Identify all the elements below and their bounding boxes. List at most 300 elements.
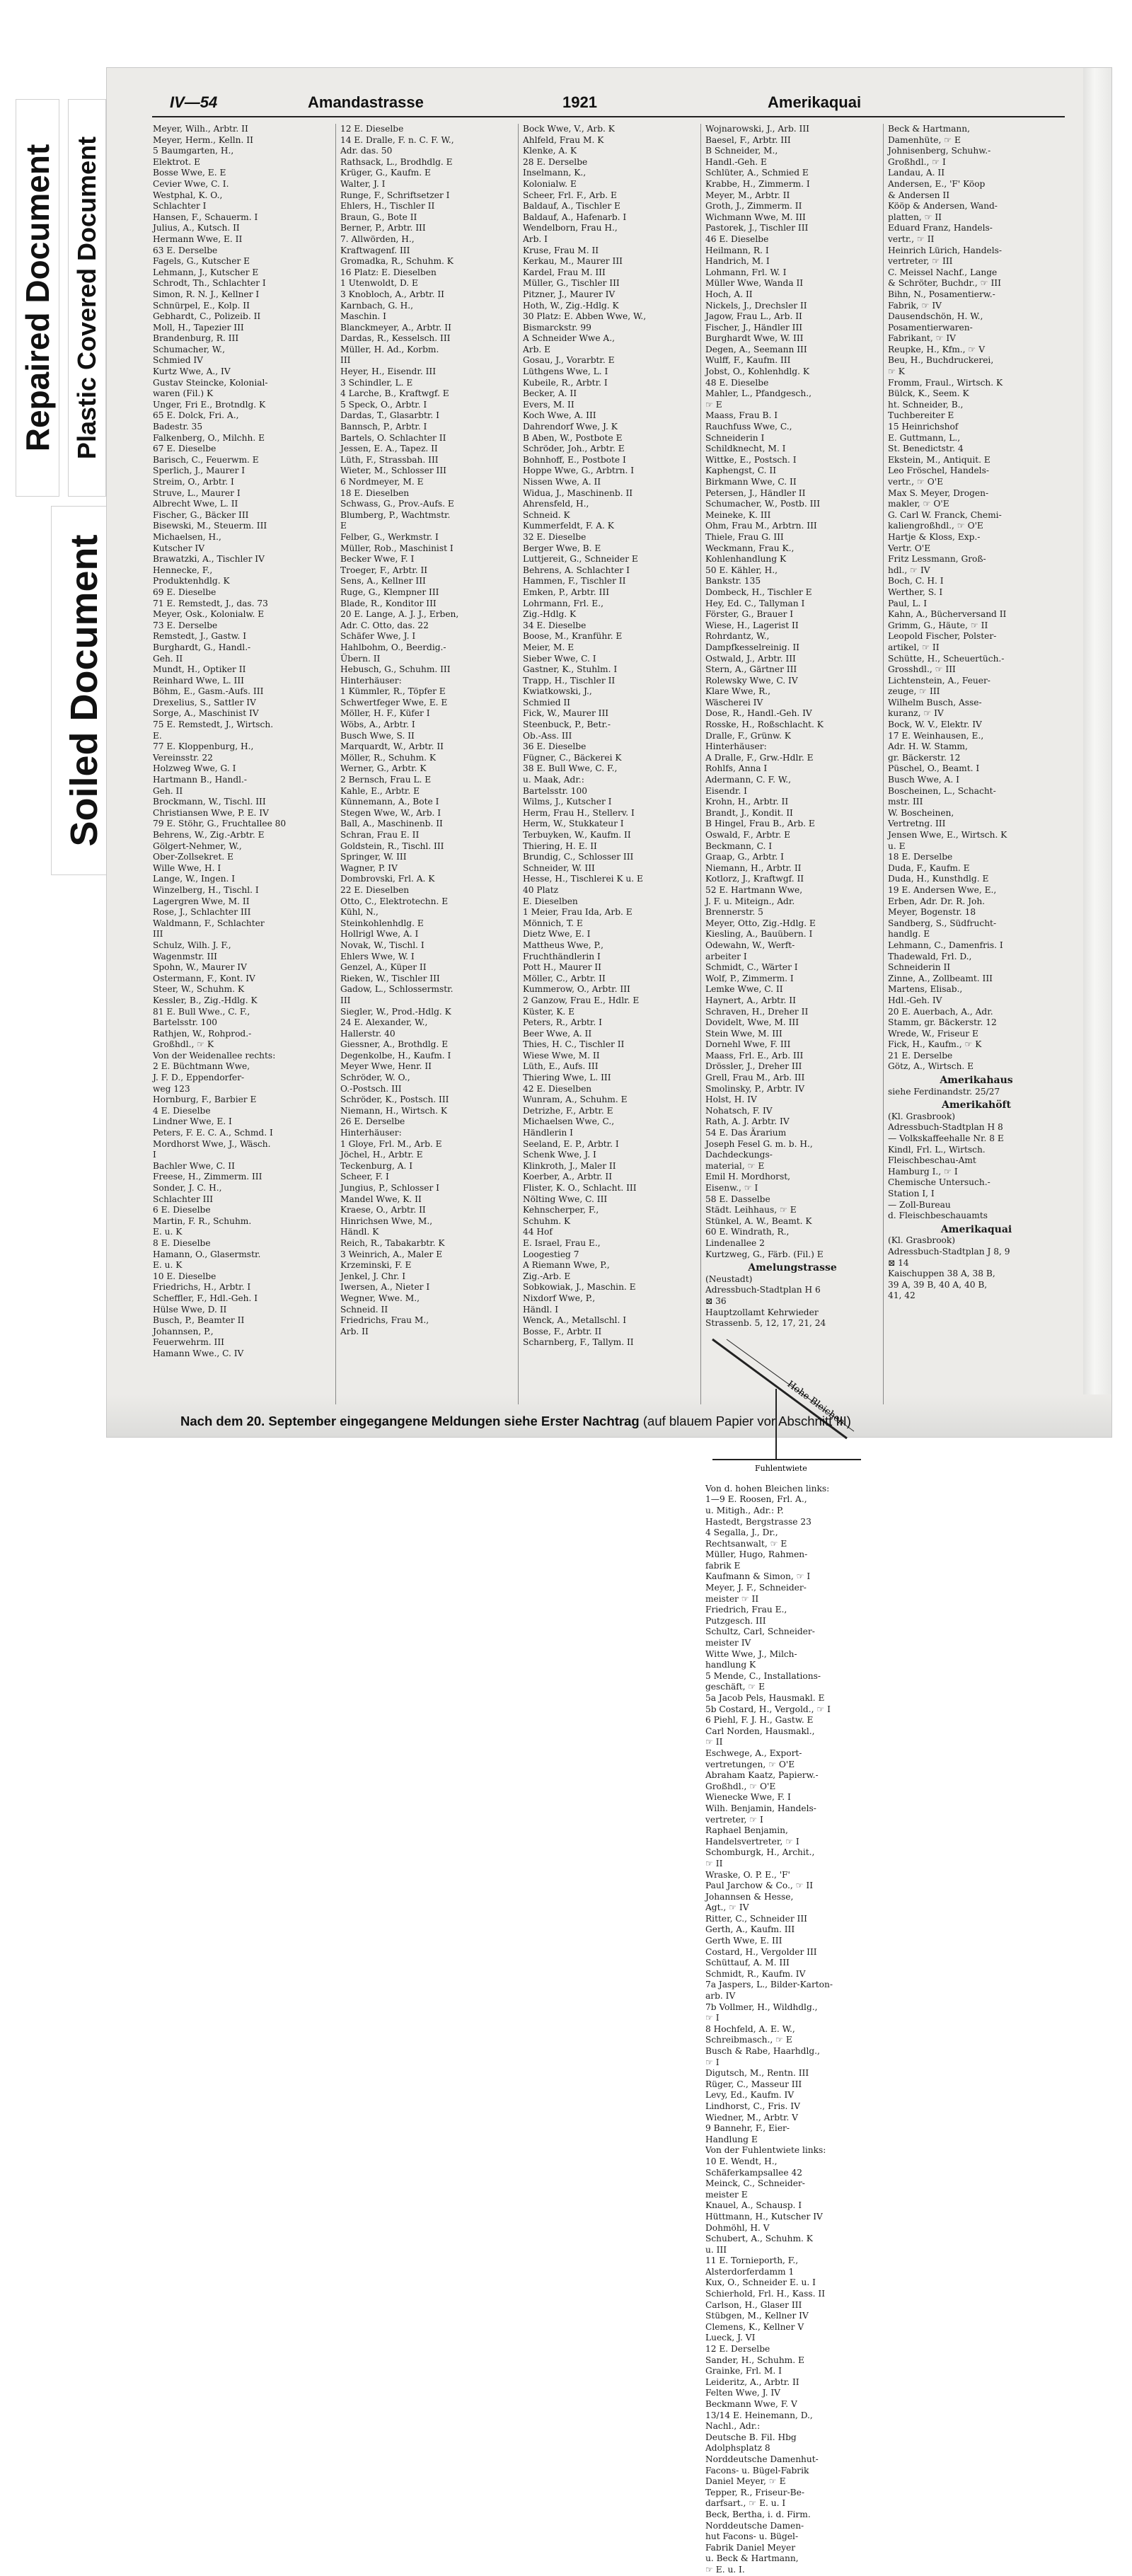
directory-entry: Kubeile, R., Arbtr. I: [523, 377, 608, 388]
directory-entry: III: [340, 355, 351, 366]
directory-entry: Cevier Wwe, C. I.: [153, 178, 229, 189]
directory-entry: Bartelsstr. 100: [153, 1017, 217, 1028]
directory-entry: 41, 42: [888, 1290, 916, 1301]
directory-entry: Busch, P., Beamter II: [153, 1315, 245, 1326]
directory-entry: Krüger, G., Kaufm. E: [340, 168, 431, 178]
directory-entry: Hülse Wwe, D. II: [153, 1304, 227, 1315]
directory-entry: A Riemann Wwe, P.,: [523, 1260, 610, 1271]
street-heading: Amerikahaus: [940, 1075, 1013, 1087]
directory-entry: Jöchel, H., Arbtr. E: [340, 1150, 423, 1160]
directory-entry: Rüger, C., Masseur III: [705, 2079, 802, 2089]
directory-entry: Lüthgens Wwe, L. I: [523, 366, 608, 377]
directory-entry: Handl.-Geh. E: [705, 156, 767, 167]
directory-entry: Degen, A., Seemann III: [705, 344, 807, 354]
directory-entry: Meyer, Herm., Kelln. II: [153, 134, 253, 145]
directory-entry: Kerkau, M., Maurer III: [523, 256, 623, 267]
footer-rest-text: (auf blauem Papier vor Abschnitt III): [642, 1414, 851, 1428]
directory-entry: Fleischbeschau-Amt: [888, 1155, 976, 1166]
directory-entry: siehe Ferdinandstr. 25/27: [888, 1086, 1000, 1097]
street-map-figure: [705, 1332, 879, 1481]
directory-entry: E. Guttmann, L.,: [888, 432, 961, 443]
directory-entry: Wäscherei IV: [705, 697, 763, 707]
directory-entry: Petersen, J., Händler II: [705, 487, 806, 498]
directory-entry: Städt. Leihhaus, ☞ E: [705, 1205, 797, 1215]
directory-entry: Lemke Wwe, C. II: [705, 984, 783, 995]
directory-entry: Bismarckstr. 99: [523, 322, 591, 333]
directory-entry: Bartels, O. Schlachter II: [340, 432, 446, 443]
directory-entry: Vertr. O'E: [888, 543, 931, 553]
directory-entry: Koch Wwe, A. III: [523, 410, 596, 421]
directory-entry: Maass, Frl. E., Arb. III: [705, 1050, 804, 1061]
directory-entry: Strassenb. 5, 12, 17, 21, 24: [705, 1318, 826, 1329]
directory-entry: Gadow, L., Schlossermstr.: [340, 984, 454, 995]
directory-entry: Götz, A., Wirtsch. E: [888, 1061, 974, 1072]
directory-entry: J. F. u. Miteign., Adr.: [705, 896, 795, 906]
directory-entry: Peters, F. E. C. A., Schmd. I: [153, 1128, 273, 1138]
directory-entry: handlg. E: [888, 929, 930, 940]
directory-entry: Ruge, G., Klempner III: [340, 587, 439, 597]
directory-entry: Schomburgk, H., Archit.,: [705, 1847, 815, 1858]
directory-entry: Schmied IV: [153, 355, 203, 366]
directory-entry: J. F. D., Eppendorfer-: [153, 1073, 245, 1083]
directory-entry: Schneider, W. III: [523, 862, 595, 873]
directory-entry: Fruchthändlerin I: [523, 951, 601, 961]
directory-entry: Wraske, O. P. E., 'F': [705, 1869, 790, 1880]
directory-entry: Braun, G., Bote II: [340, 212, 417, 222]
directory-entry: Dombrovski, Frl. A. K: [340, 874, 435, 884]
directory-entry: Leo Fröschel, Handels-: [888, 466, 989, 476]
directory-entry: Stegen Wwe, W., Arb. I: [340, 807, 441, 818]
directory-entry: 42 E. Dieselben: [523, 1083, 592, 1094]
directory-entry: Julius, A., Kutsch. II: [153, 223, 240, 233]
directory-entry: Damenhüte, ☞ E: [888, 134, 961, 145]
directory-entry: Schumacher, W.,: [153, 344, 225, 354]
directory-entry: Schneiderin II: [888, 962, 951, 973]
directory-entry: Wagner, P. IV: [340, 862, 398, 873]
directory-entry: Schildknecht, M. I: [705, 444, 786, 454]
directory-entry: arbeiter I: [705, 951, 747, 961]
directory-entry: Zinne, A., Zollbeamt. III: [888, 973, 993, 983]
directory-entry: vertreter, ☞ I: [705, 1814, 763, 1825]
directory-entry: Wiese, H., Lagerist II: [705, 620, 799, 630]
directory-entry: 10 E. Wendt, H.,: [705, 2156, 778, 2166]
directory-entry: 8 E. Dieselbe: [153, 1237, 211, 1248]
directory-entry: Schröder, Joh., Arbtr. E: [523, 444, 625, 454]
directory-entry: ☞ E: [705, 399, 722, 410]
directory-entry: Pastorek, J., Tischler III: [705, 223, 809, 233]
directory-entry: Beu, H., Buchdruckerei,: [888, 355, 994, 366]
directory-column-1: [153, 124, 327, 1404]
directory-entry: Jagow, Frau L., Arb. II: [705, 311, 802, 322]
directory-entry: Ritter, C., Schneider III: [705, 1913, 807, 1924]
directory-entry: Wilhelm Busch, Asse-: [888, 697, 982, 707]
directory-entry: Nickels, J., Drechsler II: [705, 300, 807, 311]
directory-entry: Walter, J. I: [340, 178, 386, 189]
directory-entry: 5 Speck, O., Arbtr. I: [340, 399, 427, 410]
directory-entry: Müller Wwe, Wanda II: [705, 278, 804, 289]
directory-entry: Kahle, E., Arbtr. E: [340, 785, 420, 796]
directory-entry: Kraftwagenf. III: [340, 245, 410, 255]
directory-entry: Genzel, A., Küper II: [340, 962, 427, 973]
directory-entry: Chemische Untersuch.-: [888, 1177, 990, 1188]
directory-entry: Busch Wwe, S. II: [340, 730, 415, 741]
directory-entry: 60 E. Windrath, R.,: [705, 1227, 790, 1237]
directory-entry: Bosse Wwe, E. E: [153, 168, 226, 178]
directory-entry: Thiering Wwe, L. III: [523, 1073, 611, 1083]
directory-entry: Hamann Wwe., C. IV: [153, 1348, 244, 1358]
directory-entry: Kindl, Frl. L., Wirtsch.: [888, 1144, 986, 1155]
directory-entry: Simon, R. N. J., Kellner I: [153, 289, 260, 299]
directory-entry: Beckmann Wwe, F. V: [705, 2399, 797, 2409]
directory-entry: 3 Schindler, L. E: [340, 377, 413, 388]
directory-entry: Gastner, K., Stuhlm. I: [523, 664, 618, 675]
directory-entry: Handlung E: [705, 2134, 758, 2144]
directory-entry: Kahn, A., Bücherversand II: [888, 609, 1007, 620]
directory-entry: u. Beck & Hartmann,: [705, 2553, 799, 2564]
directory-entry: Mattheus Wwe, P.,: [523, 940, 603, 950]
directory-entry: Groth, J., Zimmerm. II: [705, 201, 802, 212]
directory-entry: Fügner, C., Bäckerei K: [523, 752, 622, 763]
directory-entry: Novak, W., Tischl. I: [340, 940, 424, 950]
directory-entry: Müller, H. Ad., Korbm.: [340, 344, 439, 354]
directory-entry: Lehmann, C., Damenfris. I: [888, 940, 1003, 950]
directory-entry: Gromadka, R., Schuhm. K: [340, 256, 454, 267]
directory-entry: Elektrot. E: [153, 156, 200, 167]
directory-entry: 3 Weinrich, A., Maler E: [340, 1249, 443, 1259]
directory-entry: ☞ II: [705, 1737, 723, 1748]
directory-entry: Eschwege, A., Export-: [705, 1748, 802, 1758]
directory-entry: Beer Wwe, A. II: [523, 1028, 592, 1039]
directory-entry: Rathjen, W., Rohprod.-: [153, 1028, 252, 1039]
directory-entry: Trapp, H., Tischler II: [523, 675, 616, 686]
directory-entry: 30 Platz: E. Abben Wwe, W.,: [523, 311, 647, 322]
directory-entry: Schlachter III: [153, 1194, 214, 1204]
directory-entry: E. Israel, Frau E.,: [523, 1237, 601, 1248]
directory-entry: 5 Mende, C., Installations-: [705, 1670, 821, 1681]
directory-entry: Lohmann, Frl. W. I: [705, 267, 787, 277]
directory-entry: Dose, R., Handl.-Geh. IV: [705, 708, 812, 719]
directory-entry: Beck, Bertha, i. d. Firm.: [705, 2509, 811, 2519]
directory-entry: Heyer, H., Eisendr. III: [340, 366, 437, 377]
directory-entry: Wunram, A., Schuhm. E: [523, 1094, 628, 1105]
directory-entry: Reich, R., Tabakarbtr. K: [340, 1237, 445, 1248]
directory-entry: 2 Bernsch, Frau L. E: [340, 775, 432, 785]
directory-entry: Albrecht Wwe, L. II: [153, 499, 238, 509]
directory-entry: Tuchbereiter E: [888, 410, 954, 421]
directory-entry: 71 E. Remstedt, J., das. 73: [153, 598, 268, 608]
directory-entry: Kurtzweg, G., Färb. (Fil.) E: [705, 1249, 824, 1259]
directory-entry: Kolonialw. E: [523, 178, 577, 189]
directory-entry: Spohn, W., Maurer IV: [153, 962, 247, 973]
directory-entry: Leideritz, A., Arbtr. II: [705, 2376, 799, 2387]
directory-entry: Scheffler, F., Hdl.-Geh. I: [153, 1293, 258, 1303]
directory-entry: Thiering, H. E. II: [523, 841, 597, 851]
directory-entry: Adermann, C. F. W.,: [705, 775, 791, 785]
page-header: [138, 91, 1068, 115]
directory-entry: Posamentierwaren-: [888, 322, 973, 333]
directory-entry: Behrens, W., Zig.-Arbtr. E: [153, 830, 265, 840]
directory-entry: d. Fleischbeschauamts: [888, 1211, 988, 1221]
directory-entry: Schwertfeger Wwe, E. E: [340, 697, 448, 707]
directory-entry: Meineke, K. III: [705, 509, 771, 520]
directory-entry: 26 E. Derselbe: [340, 1116, 405, 1127]
directory-entry: meister IV: [705, 1638, 751, 1648]
directory-entry: Tepper, R., Friseur-Be-: [705, 2487, 804, 2497]
directory-entry: Fromm, Fraul., Wirtsch. K: [888, 377, 1003, 388]
directory-entry: Oswald, F., Arbtr. E: [705, 830, 791, 840]
directory-entry: Martens, Elisab.,: [888, 984, 963, 995]
directory-entry: ⊠ 14: [888, 1257, 909, 1268]
directory-entry: E. u. K: [153, 1227, 183, 1237]
directory-entry: 48 E. Dieselbe: [705, 377, 769, 388]
directory-entry: Beck & Hartmann,: [888, 124, 970, 134]
directory-entry: Degenkolbe, H., Kaufm. I: [340, 1050, 451, 1061]
directory-entry: Burghardt Wwe, W. III: [705, 333, 804, 344]
directory-entry: Hartmann B., Handl.-: [153, 775, 248, 785]
directory-entry: darfsart., ☞ E. u. I: [705, 2498, 786, 2509]
directory-entry: Schuhm. K: [523, 1215, 571, 1226]
directory-entry: Gosau, J., Vorarbtr. E: [523, 355, 615, 366]
directory-entry: Produktenhdlg. K: [153, 576, 230, 587]
directory-entry: Norddeutsche Damen-: [705, 2520, 804, 2531]
directory-entry: 69 E. Dieselbe: [153, 587, 216, 597]
directory-entry: Nissen Wwe, A. II: [523, 477, 601, 487]
directory-entry: Schulz, Wilh. J. F.,: [153, 940, 231, 950]
directory-entry: Kaphengst, C. II: [705, 466, 777, 476]
directory-entry: Schraven, H., Dreher II: [705, 1006, 809, 1017]
directory-entry: Kummerow, O., Arbtr. III: [523, 984, 630, 995]
directory-entry: E: [340, 521, 347, 531]
directory-entry: Unger, Fri E., Brotndlg. K: [153, 399, 266, 410]
directory-entry: Peters, R., Arbtr. I: [523, 1017, 602, 1028]
directory-entry: Bock Wwe, V., Arb. K: [523, 124, 615, 134]
directory-entry: Müller, G., Tischler III: [523, 278, 620, 289]
directory-entry: Fabrik Daniel Meyer: [705, 2542, 796, 2553]
directory-entry: Scheer, Frl. F., Arb. E: [523, 190, 617, 200]
directory-entry: A Schneider Wwe A.,: [523, 333, 615, 344]
directory-entry: Bannsch, P., Arbtr. I: [340, 422, 427, 432]
directory-entry: Mönnich, T. E: [523, 918, 583, 928]
directory-entry: Kutscher IV: [153, 543, 205, 553]
directory-entry: Drössler, J., Dreher III: [705, 1061, 802, 1072]
directory-entry: — Zoll-Bureau: [888, 1199, 951, 1210]
directory-entry: Scharnberg, F., Tallym. II: [523, 1337, 634, 1348]
directory-entry: Meyer, Bogenstr. 18: [888, 907, 976, 918]
directory-entry: Hennecke, F.,: [153, 565, 213, 575]
directory-entry: Johannsen, P.,: [153, 1326, 214, 1336]
directory-entry: Bartelsstr. 100: [523, 785, 587, 796]
directory-entry: Steenbuck, P., Betr.-: [523, 720, 611, 730]
directory-entry: Lindhorst, C., Fris. IV: [705, 2101, 800, 2111]
directory-entry: Baesel, F., Arbtr. III: [705, 134, 791, 145]
directory-entry: Müller, Hugo, Rahmen-: [705, 1549, 808, 1560]
directory-entry: Steer, W., Schuhm. K: [153, 984, 245, 995]
directory-entry: Lindenallee 2: [705, 1237, 765, 1248]
directory-entry: Ohm, Frau M., Arbtrn. III: [705, 521, 817, 531]
directory-entry: Wendelborn, Frau H.,: [523, 223, 618, 233]
directory-entry: Hinterhäuser:: [705, 741, 767, 752]
directory-entry: Karnbach, G. H.,: [340, 300, 413, 311]
directory-entry: 17 E. Weinhausen, E.,: [888, 730, 984, 741]
directory-entry: Feuerwehrm. III: [153, 1337, 224, 1348]
directory-entry: Jobst, O., Kohlenhdlg. K: [705, 366, 809, 377]
directory-entry: 4 Larche, B., Kraftwgf. E: [340, 388, 449, 399]
directory-entry: Adressbuch-Stadtplan J 8, 9: [888, 1246, 1010, 1257]
directory-entry: Möller, H. F., Küfer I: [340, 708, 430, 719]
directory-entry: Wienecke Wwe, F. I: [705, 1792, 791, 1803]
directory-entry: ☞ I: [705, 2013, 720, 2023]
directory-entry: Schäfer Wwe, J. I: [340, 631, 416, 642]
directory-entry: Schüttauf, A. M. III: [705, 1958, 790, 1968]
directory-entry: Lehmann, J., Kutscher E: [153, 267, 259, 277]
directory-entry: 75 E. Remstedt, J., Wirtsch.: [153, 720, 274, 730]
directory-entry: Springer, W. III: [340, 852, 407, 862]
directory-entry: Sandberg, S., Südfrucht-: [888, 918, 997, 928]
directory-entry: Thadewald, Frl. D.,: [888, 951, 972, 961]
directory-entry: Großhdl., ☞ O'E: [705, 1781, 776, 1791]
directory-entry: Stamm, gr. Bäckerstr. 12: [888, 1017, 997, 1028]
directory-entry: Widua, J., Maschinenb. II: [523, 487, 633, 498]
directory-entry: Wittke, E., Postsch. I: [705, 454, 797, 465]
directory-entry: 2 Ganzow, Frau E., Hdlr. E: [523, 995, 640, 1005]
directory-entry: Hoch, A. II: [705, 289, 753, 299]
directory-entry: Meyer, M., Arbtr. II: [705, 190, 790, 200]
directory-entry: 8 Hochfeld, A. E. W.,: [705, 2023, 795, 2034]
directory-entry: Mordhorst Wwe, J., Wäsch.: [153, 1138, 271, 1149]
directory-entry: Nölting Wwe, C. III: [523, 1194, 608, 1204]
directory-entry: Wegner, Wwe. M.,: [340, 1293, 420, 1303]
directory-entry: waren (Fil.) K: [153, 388, 214, 399]
directory-entry: Heinrich Lürich, Handels-: [888, 245, 1002, 255]
directory-entry: Wichmann Wwe, M. III: [705, 212, 806, 222]
directory-entry: Hinterhäuser:: [340, 1128, 402, 1138]
directory-column-3: [518, 124, 697, 1404]
directory-entry: 12 E. Dieselbe: [340, 124, 404, 134]
directory-entry: Behrens, A. Schlachter I: [523, 565, 630, 575]
directory-column-2: [335, 124, 514, 1404]
directory-entry: u. E: [888, 841, 906, 851]
directory-entry: Rosske, H., Roßschlacht. K: [705, 720, 824, 730]
directory-entry: Weckmann, Frau K.,: [705, 543, 795, 553]
directory-entry: Putzgesch. III: [705, 1615, 766, 1626]
directory-entry: Püschel, O., Beamt. I: [888, 763, 980, 774]
directory-entry: Dachdeckungs-: [705, 1150, 773, 1160]
directory-entry: kaliengroßhdl., ☞ O'E: [888, 521, 983, 531]
directory-entry: Hornburg, F., Barbier E: [153, 1094, 257, 1105]
directory-entry: Schnürpel, E., Kolp. II: [153, 300, 250, 311]
plastic-covered-document-label: Plastic Covered Document: [72, 136, 101, 460]
directory-entry: ☞ E. u. I.: [705, 2564, 745, 2575]
directory-entry: Ahrensfeld, H.,: [523, 499, 589, 509]
directory-entry: Loogestieg 7: [523, 1249, 579, 1259]
directory-entry: Ahlfeld, Frau M. K: [523, 134, 604, 145]
directory-entry: Stern, A., Gärtner III: [705, 664, 797, 675]
directory-entry: St. Benedictstr. 4: [888, 444, 964, 454]
directory-entry: Mandel Wwe, K. II: [340, 1194, 422, 1204]
directory-entry: 77 E. Kloppenburg, H.,: [153, 741, 254, 752]
directory-entry: C. Meissel Nachf., Lange: [888, 267, 998, 277]
directory-entry: Handelsvertreter, ☞ I: [705, 1836, 799, 1847]
directory-entry: Dardas, T., Glasarbtr. I: [340, 410, 439, 421]
directory-entry: Smolinsky, P., Arbtr. IV: [705, 1083, 805, 1094]
directory-entry: Erben, Adr. Dr. R. Joh.: [888, 896, 986, 906]
directory-entry: Michaelsen Wwe, C.,: [523, 1116, 615, 1127]
directory-entry: Giessner, A., Brothdlg. E: [340, 1039, 449, 1050]
street-diagonal-text: Hohe Bleichen: [785, 1378, 847, 1428]
directory-entry: Von d. hohen Bleichen links:: [705, 1483, 830, 1494]
directory-entry: Wojnarowski, J., Arb. III: [705, 124, 809, 134]
directory-entry: Grimm, G., Häute, ☞ II: [888, 620, 988, 630]
directory-entry: Jensen Wwe, E., Wirtsch. K: [888, 830, 1007, 840]
directory-entry: Bachler Wwe, C. II: [153, 1160, 235, 1171]
directory-entry: Sperlich, J., Maurer I: [153, 466, 246, 476]
directory-entry: vertr., ☞ II: [888, 233, 935, 244]
directory-entry: Adr. H. W. Stamm,: [888, 741, 968, 752]
directory-entry: (Kl. Grasbrook): [888, 1111, 956, 1121]
directory-entry: Schröder, K., Postsch. III: [340, 1094, 449, 1105]
directory-entry: Krzeminski, F. E: [340, 1260, 412, 1271]
directory-entry: Nachl., Adr.:: [705, 2421, 761, 2432]
directory-entry: Kraese, O., Arbtr. II: [340, 1205, 426, 1215]
directory-entry: Paul, L. I: [888, 598, 928, 608]
directory-entry: Schrodt, Th., Schlachter I: [153, 278, 266, 289]
directory-entry: Adr. das. 50: [340, 146, 393, 156]
directory-entry: Schenk Wwe, J. I: [523, 1150, 596, 1160]
directory-entry: Kwiatkowski, J.,: [523, 686, 592, 697]
directory-entry: 4 E. Dieselbe: [153, 1105, 211, 1116]
directory-entry: 13/14 E. Heinemann, D.,: [705, 2410, 813, 2420]
directory-entry: Schran, Frau E. II: [340, 830, 420, 840]
repaired-document-label: Repaired Document: [19, 144, 56, 452]
directory-entry: Gölgert-Nehmer, W.,: [153, 841, 242, 851]
directory-entry: u. III: [705, 2244, 727, 2255]
street-heading: Amerikahöft: [941, 1099, 1012, 1111]
directory-entry: E. Dieselben: [523, 896, 578, 906]
directory-entry: meister ☞ II: [705, 1593, 759, 1604]
directory-entry: Fick, H., Kaufm., ☞ K: [888, 1039, 982, 1050]
directory-entry: 6 Nordmeyer, M. E: [340, 477, 424, 487]
directory-entry: Herm, Frau H., Stellerv. I: [523, 807, 635, 818]
directory-entry: Möller, R., Schuhm. K: [340, 752, 436, 763]
directory-entry: Lagergren Wwe, M. II: [153, 896, 250, 906]
directory-entry: u. Maak, Adr.:: [523, 775, 584, 785]
directory-entry: Bohnhoff, E., Postbote I: [523, 454, 626, 465]
directory-entry: Hamburg I., ☞ I: [888, 1166, 958, 1177]
directory-entry: Händlerin I: [523, 1128, 573, 1138]
directory-entry: ☞ II: [705, 1858, 723, 1869]
directory-entry: Schäferkampsallee 42: [705, 2167, 802, 2178]
directory-entry: Freese, H., Zimmerm. III: [153, 1172, 262, 1182]
directory-entry: Marquardt, W., Arbtr. II: [340, 741, 444, 752]
directory-entry: Bock, W. V., Elektr. IV: [888, 720, 982, 730]
directory-entry: Becker, A. II: [523, 388, 577, 399]
directory-entry: Westphal, K. O.,: [153, 190, 223, 200]
directory-entry: Geh. II: [153, 653, 183, 664]
directory-entry: 50 E. Kähler, H.,: [705, 565, 778, 575]
directory-entry: Ehlers Wwe, W. I: [340, 951, 415, 961]
directory-entry: Agt., ☞ IV: [705, 1902, 749, 1913]
directory-entry: Emil H. Mordhorst,: [705, 1172, 790, 1182]
directory-entry: Wilh. Benjamin, Handels-: [705, 1803, 816, 1813]
directory-entry: Remstedt, J., Gastw. I: [153, 631, 247, 642]
directory-entry: Clemens, K., Kellner V: [705, 2321, 804, 2332]
directory-entry: 6 E. Dieselbe: [153, 1205, 211, 1215]
directory-entry: Sonder, J. C. H.,: [153, 1183, 222, 1193]
directory-entry: 36 E. Dieselbe: [523, 741, 587, 752]
directory-entry: meister E: [705, 2189, 748, 2200]
directory-entry: B Hingel, Frau B., Arb. E: [705, 819, 815, 829]
directory-entry: Hinterhäuser:: [340, 675, 402, 686]
